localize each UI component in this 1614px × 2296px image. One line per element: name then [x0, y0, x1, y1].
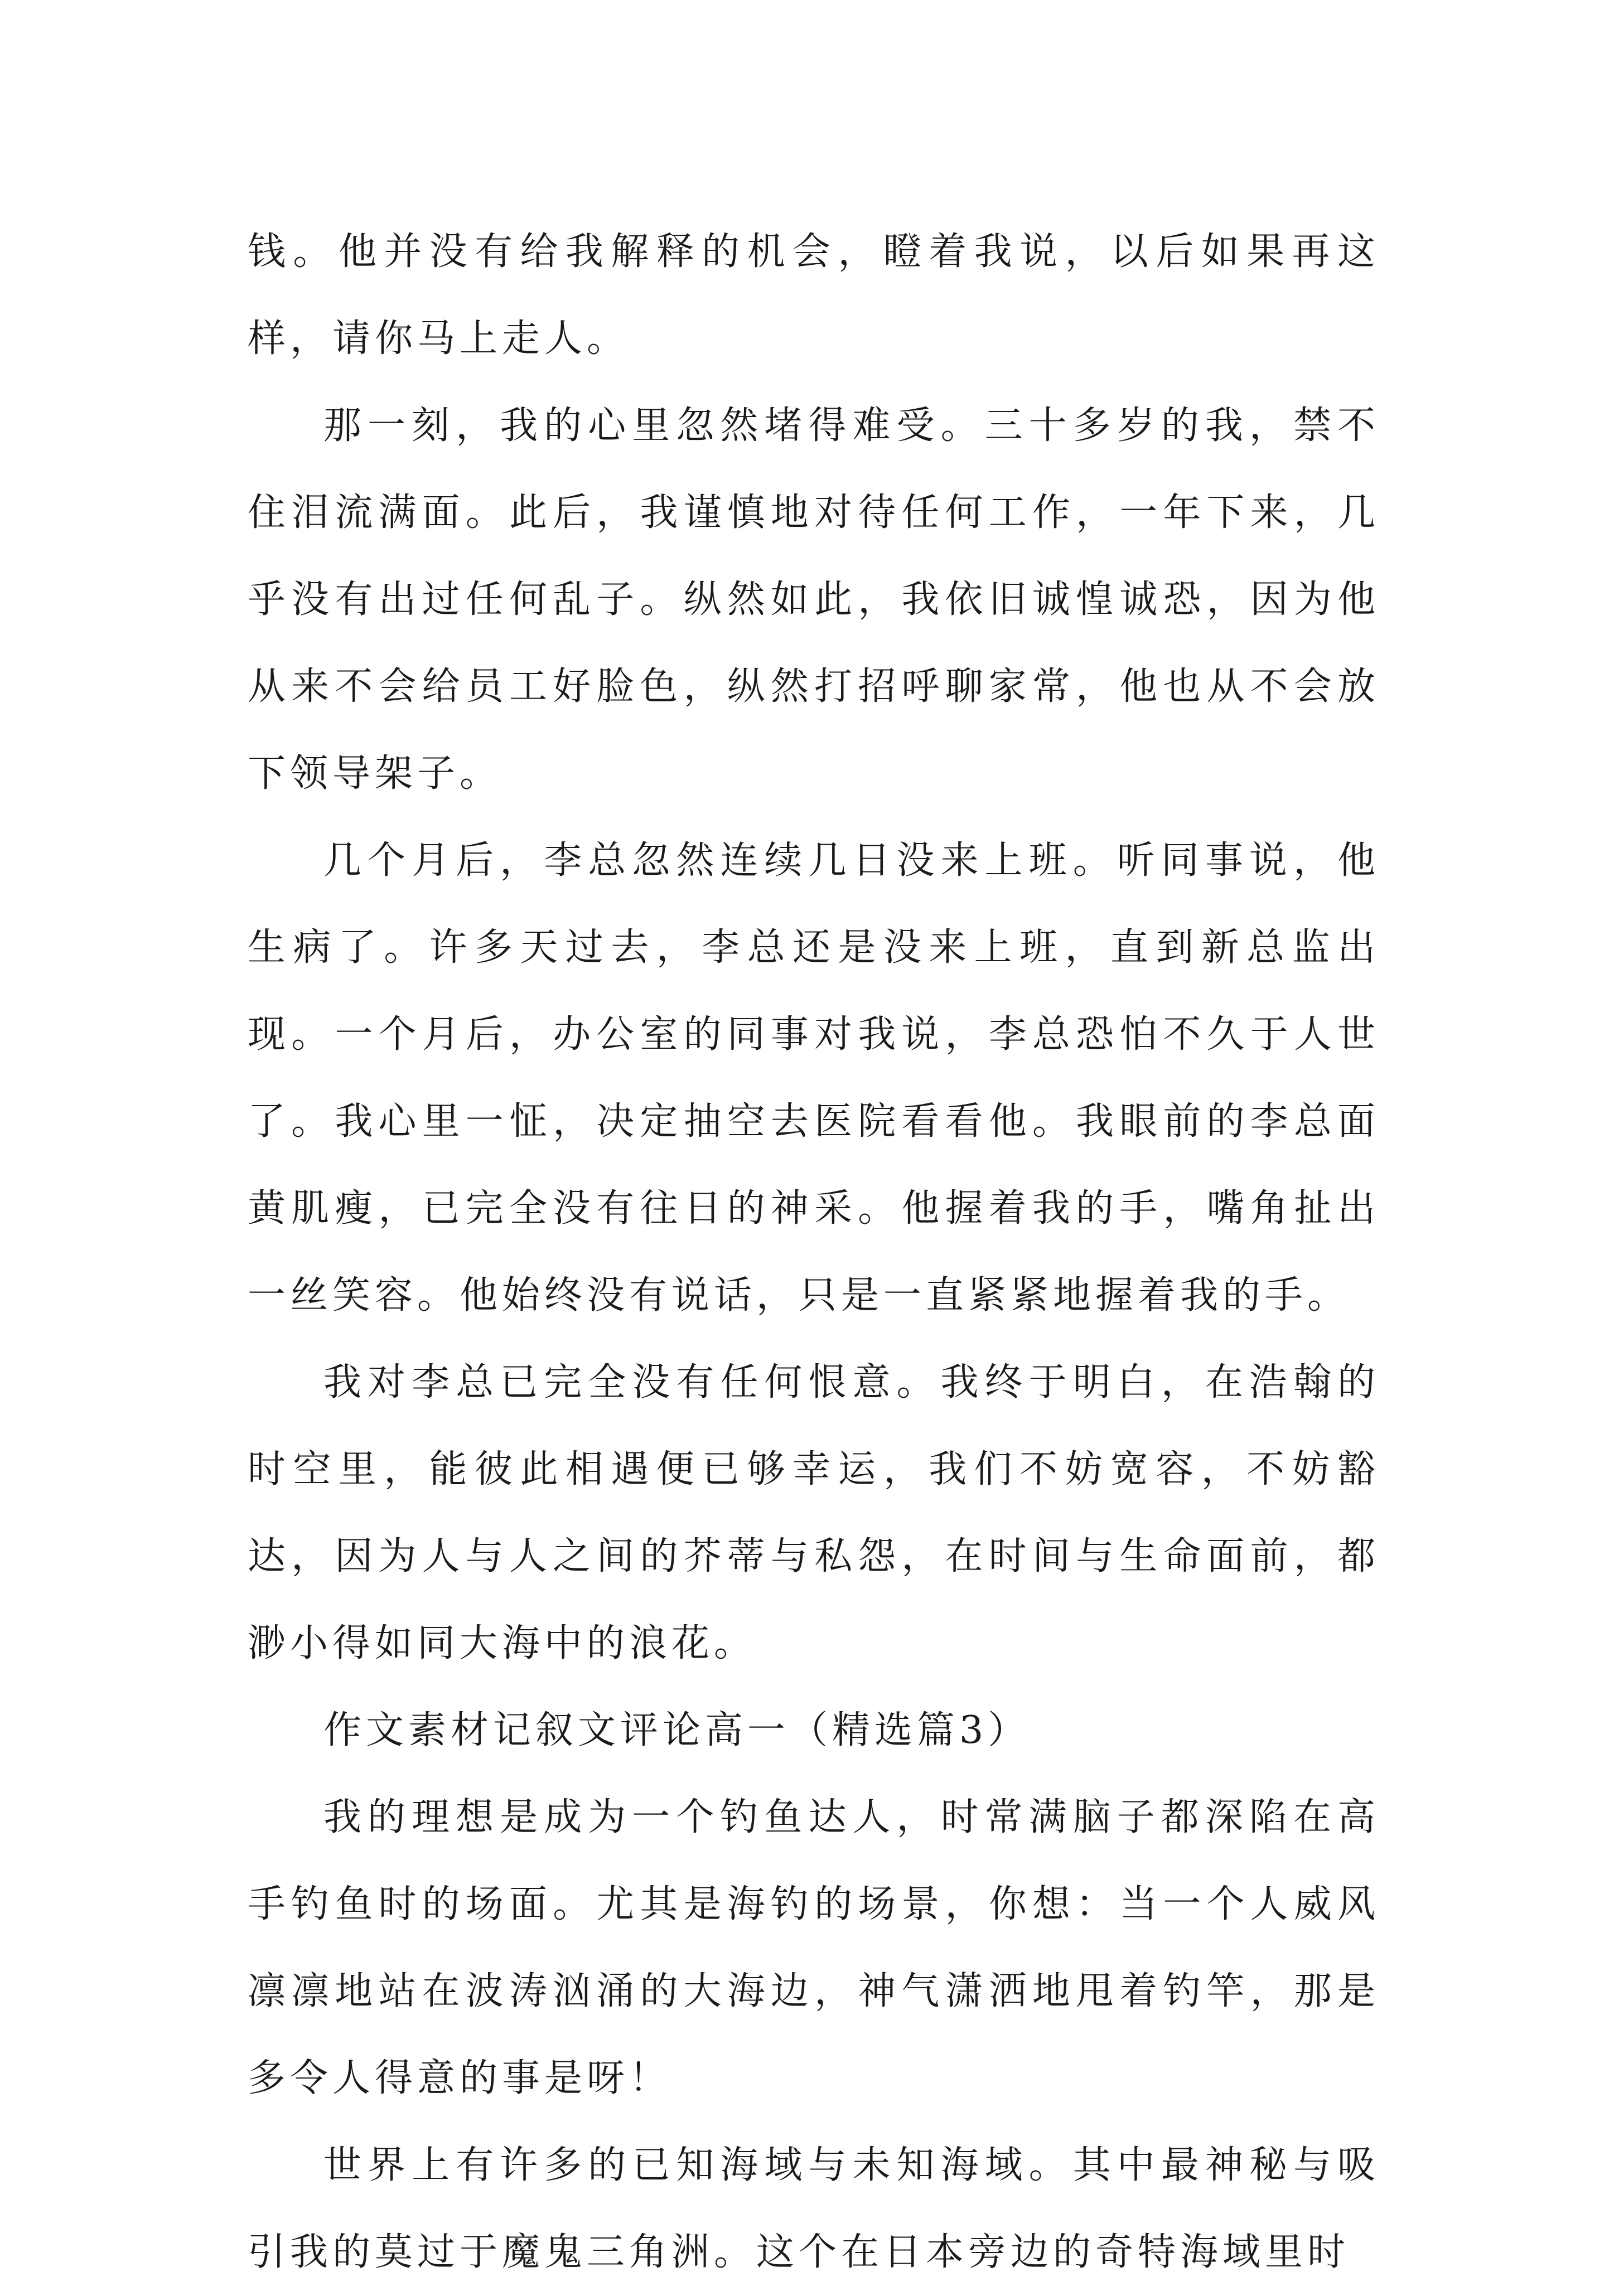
section-heading: 作文素材记叙文评论高一（精选篇3）	[323, 1708, 1031, 1752]
paragraph: 我对李总已完全没有任何恨意。我终于明白，在浩翰的时空里，能彼此相遇便已够幸运，我们不妨宽容，不妨豁达，因为人与人之间的芥蒂与私怨，在时间与生命面前，都渺小得如同大海中的浪花。	[248, 1360, 1380, 1665]
paragraph: 那一刻，我的心里忽然堵得难受。三十多岁的我，禁不住泪流满面。此后，我谨慎地对待任何工作，一年下来，几乎没有出过任何乱子。纵然如此，我依旧诚惶诚恐，因为他从来不会给员工好脸色，纵然打招呼聊家常，他也从不会放下领导架子。	[248, 404, 1380, 796]
document-body	[248, 209, 1380, 2296]
paragraph-continued: 钱。他并没有给我解释的机会，瞪着我说，以后如果再这样，请你马上走人。	[248, 230, 1380, 361]
paragraph: 几个月后，李总忽然连续几日没来上班。听同事说，他生病了。许多天过去，李总还是没来上班，直到新总监出现。一个月后，办公室的同事对我说，李总恐怕不久于人世了。我心里一怔，决定抽空去医院看看他。我眼前的李总面黄肌瘦，已完全没有往日的神采。他握着我的手，嘴角扯出一丝笑容。他始终没有说话，只是一直紧紧地握着我的手。	[248, 839, 1380, 1317]
paragraph: 世界上有许多的已知海域与未知海域。其中最神秘与吸引我的莫过于魔鬼三角洲。这个在日本旁边的奇特海域里时	[248, 2143, 1380, 2274]
paragraph: 我的理想是成为一个钓鱼达人，时常满脑子都深陷在高手钓鱼时的场面。尤其是海钓的场景，你想：当一个人威风凛凛地站在波涛汹涌的大海边，神气潇洒地甩着钓竿，那是多令人得意的事是呀！	[248, 1795, 1380, 2100]
